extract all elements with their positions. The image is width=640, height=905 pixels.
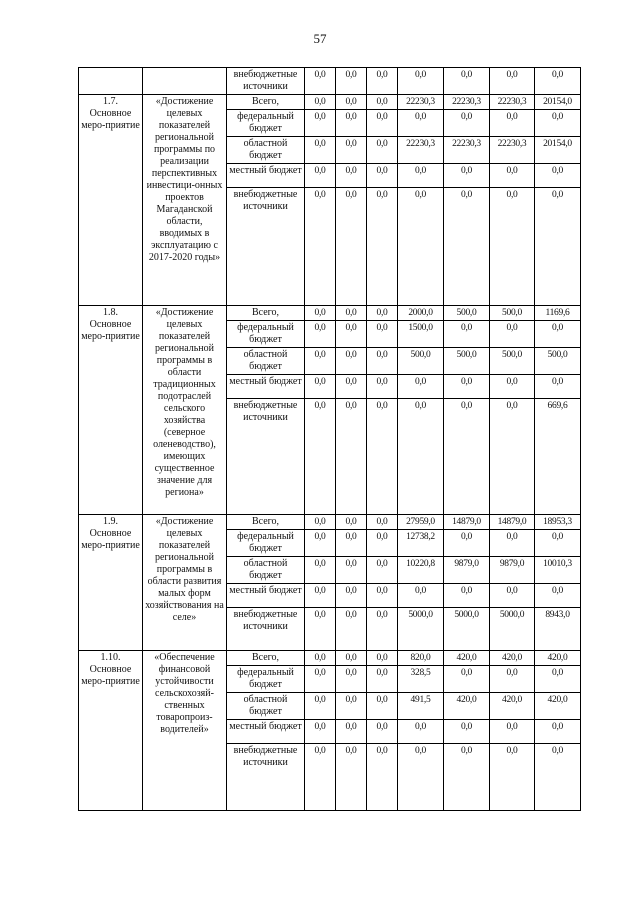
value-cell: 328,5 <box>398 666 444 693</box>
value-cell: 14879,0 <box>444 515 490 530</box>
value-cell: 0,0 <box>535 720 581 744</box>
source-cell: местный бюджет <box>227 720 305 744</box>
value-cell: 0,0 <box>336 557 367 584</box>
value-cell: 0,0 <box>444 666 490 693</box>
value-cell: 0,0 <box>336 137 367 164</box>
value-cell: 0,0 <box>444 399 490 515</box>
value-cell: 420,0 <box>490 693 535 720</box>
value-cell: 0,0 <box>490 530 535 557</box>
value-cell: 5000,0 <box>444 608 490 651</box>
table-row <box>79 306 581 321</box>
value-cell: 5000,0 <box>490 608 535 651</box>
value-cell: 0,0 <box>490 68 535 95</box>
value-cell: 0,0 <box>490 666 535 693</box>
description-cell-empty <box>143 68 227 95</box>
budget-table-body <box>79 68 581 811</box>
activity-code: 1.8. Основное меро-приятие <box>79 306 143 515</box>
value-cell: 22230,3 <box>490 95 535 110</box>
value-cell: 9879,0 <box>490 557 535 584</box>
source-cell: областной бюджет <box>227 348 305 375</box>
value-cell: 0,0 <box>367 68 398 95</box>
value-cell: 0,0 <box>336 530 367 557</box>
value-cell: 27959,0 <box>398 515 444 530</box>
value-cell: 0,0 <box>367 188 398 306</box>
value-cell: 420,0 <box>535 651 581 666</box>
value-cell: 0,0 <box>305 693 336 720</box>
value-cell: 0,0 <box>305 557 336 584</box>
value-cell: 0,0 <box>367 306 398 321</box>
source-cell: Всего, <box>227 306 305 321</box>
source-cell: областной бюджет <box>227 137 305 164</box>
value-cell: 420,0 <box>444 651 490 666</box>
value-cell: 0,0 <box>305 137 336 164</box>
value-cell: 0,0 <box>336 608 367 651</box>
value-cell: 0,0 <box>367 348 398 375</box>
value-cell: 0,0 <box>535 666 581 693</box>
value-cell: 1169,6 <box>535 306 581 321</box>
value-cell: 0,0 <box>398 110 444 137</box>
value-cell: 500,0 <box>444 306 490 321</box>
value-cell: 0,0 <box>367 693 398 720</box>
value-cell: 0,0 <box>336 744 367 811</box>
value-cell: 0,0 <box>490 188 535 306</box>
value-cell: 0,0 <box>367 95 398 110</box>
value-cell: 0,0 <box>398 68 444 95</box>
table-row <box>79 95 581 110</box>
value-cell: 0,0 <box>336 306 367 321</box>
value-cell: 0,0 <box>336 321 367 348</box>
source-cell: Всего, <box>227 651 305 666</box>
value-cell: 0,0 <box>535 188 581 306</box>
value-cell: 0,0 <box>336 399 367 515</box>
value-cell: 0,0 <box>305 306 336 321</box>
value-cell: 0,0 <box>444 110 490 137</box>
value-cell: 0,0 <box>367 608 398 651</box>
value-cell: 0,0 <box>305 651 336 666</box>
source-cell: федеральный бюджет <box>227 321 305 348</box>
source-cell: Всего, <box>227 515 305 530</box>
source-cell: федеральный бюджет <box>227 110 305 137</box>
source-cell: внебюджетные источники <box>227 188 305 306</box>
source-cell: областной бюджет <box>227 557 305 584</box>
value-cell: 0,0 <box>367 375 398 399</box>
source-cell: внебюджетные источники <box>227 744 305 811</box>
value-cell: 0,0 <box>305 584 336 608</box>
value-cell: 820,0 <box>398 651 444 666</box>
value-cell: 0,0 <box>305 188 336 306</box>
value-cell: 0,0 <box>444 720 490 744</box>
value-cell: 0,0 <box>444 68 490 95</box>
value-cell: 0,0 <box>535 321 581 348</box>
value-cell: 0,0 <box>444 164 490 188</box>
source-cell: внебюджетные источники <box>227 68 305 95</box>
activity-description: «Достижение целевых показателей региональной программы в области развития малых форм хозяйствования на селе» <box>143 515 227 651</box>
value-cell: 5000,0 <box>398 608 444 651</box>
value-cell: 22230,3 <box>444 137 490 164</box>
value-cell: 0,0 <box>305 515 336 530</box>
value-cell: 500,0 <box>398 348 444 375</box>
value-cell: 0,0 <box>490 321 535 348</box>
source-cell: областной бюджет <box>227 693 305 720</box>
value-cell: 0,0 <box>367 584 398 608</box>
value-cell: 0,0 <box>305 110 336 137</box>
value-cell: 2000,0 <box>398 306 444 321</box>
source-cell: местный бюджет <box>227 584 305 608</box>
value-cell: 500,0 <box>535 348 581 375</box>
value-cell: 0,0 <box>367 666 398 693</box>
value-cell: 0,0 <box>535 530 581 557</box>
value-cell: 420,0 <box>444 693 490 720</box>
activity-code: 1.9. Основное меро-приятие <box>79 515 143 651</box>
value-cell: 20154,0 <box>535 137 581 164</box>
value-cell: 20154,0 <box>535 95 581 110</box>
value-cell: 10010,3 <box>535 557 581 584</box>
value-cell: 0,0 <box>444 375 490 399</box>
value-cell: 0,0 <box>367 110 398 137</box>
value-cell: 0,0 <box>305 399 336 515</box>
value-cell: 0,0 <box>444 321 490 348</box>
value-cell: 0,0 <box>367 557 398 584</box>
value-cell: 0,0 <box>305 68 336 95</box>
value-cell: 0,0 <box>336 720 367 744</box>
value-cell: 420,0 <box>535 693 581 720</box>
value-cell: 0,0 <box>398 720 444 744</box>
activity-code: 1.10. Основное меро-приятие <box>79 651 143 811</box>
source-cell: Всего, <box>227 95 305 110</box>
table-row <box>79 515 581 530</box>
value-cell: 0,0 <box>444 744 490 811</box>
activity-description: «Обеспечение финансовой устойчивости сельскохозяй-ственных товаропроиз-водителей» <box>143 651 227 811</box>
value-cell: 0,0 <box>490 164 535 188</box>
value-cell: 0,0 <box>398 584 444 608</box>
value-cell: 0,0 <box>336 515 367 530</box>
value-cell: 0,0 <box>336 375 367 399</box>
value-cell: 22230,3 <box>398 95 444 110</box>
value-cell: 0,0 <box>490 399 535 515</box>
value-cell: 9879,0 <box>444 557 490 584</box>
value-cell: 0,0 <box>398 164 444 188</box>
value-cell: 0,0 <box>336 584 367 608</box>
value-cell: 1500,0 <box>398 321 444 348</box>
value-cell: 500,0 <box>490 306 535 321</box>
value-cell: 500,0 <box>444 348 490 375</box>
value-cell: 0,0 <box>535 584 581 608</box>
value-cell: 0,0 <box>535 164 581 188</box>
value-cell: 10220,8 <box>398 557 444 584</box>
value-cell: 0,0 <box>305 720 336 744</box>
budget-table <box>78 67 581 811</box>
value-cell: 0,0 <box>535 110 581 137</box>
page-number: 57 <box>313 31 327 46</box>
value-cell: 0,0 <box>305 95 336 110</box>
value-cell: 420,0 <box>490 651 535 666</box>
value-cell: 0,0 <box>398 399 444 515</box>
value-cell: 0,0 <box>398 375 444 399</box>
value-cell: 500,0 <box>490 348 535 375</box>
value-cell: 0,0 <box>305 375 336 399</box>
value-cell: 22230,3 <box>490 137 535 164</box>
value-cell: 0,0 <box>336 188 367 306</box>
value-cell: 0,0 <box>398 188 444 306</box>
value-cell: 0,0 <box>305 164 336 188</box>
value-cell: 0,0 <box>367 744 398 811</box>
value-cell: 0,0 <box>535 375 581 399</box>
value-cell: 669,6 <box>535 399 581 515</box>
value-cell: 12738,2 <box>398 530 444 557</box>
source-cell: внебюджетные источники <box>227 399 305 515</box>
value-cell: 0,0 <box>336 95 367 110</box>
value-cell: 0,0 <box>305 666 336 693</box>
value-cell: 0,0 <box>305 321 336 348</box>
value-cell: 0,0 <box>367 321 398 348</box>
value-cell: 0,0 <box>305 348 336 375</box>
value-cell: 0,0 <box>367 515 398 530</box>
value-cell: 0,0 <box>336 164 367 188</box>
value-cell: 0,0 <box>367 651 398 666</box>
value-cell: 0,0 <box>367 720 398 744</box>
table-row <box>79 651 581 666</box>
value-cell: 0,0 <box>490 720 535 744</box>
value-cell: 0,0 <box>398 744 444 811</box>
value-cell: 18953,3 <box>535 515 581 530</box>
value-cell: 22230,3 <box>398 137 444 164</box>
value-cell: 0,0 <box>444 188 490 306</box>
activity-code: 1.7. Основное меро-приятие <box>79 95 143 306</box>
value-cell: 0,0 <box>490 584 535 608</box>
value-cell: 0,0 <box>336 68 367 95</box>
source-cell: внебюджетные источники <box>227 608 305 651</box>
value-cell: 0,0 <box>305 530 336 557</box>
value-cell: 22230,3 <box>444 95 490 110</box>
value-cell: 0,0 <box>336 693 367 720</box>
activity-description: «Достижение целевых показателей региональной программы по реализации перспективных инвестици-онных проектов Магаданской области, вводимых в эксплуатацию с 2017-2020 годы» <box>143 95 227 306</box>
value-cell: 0,0 <box>367 137 398 164</box>
table-row <box>79 68 581 95</box>
value-cell: 8943,0 <box>535 608 581 651</box>
value-cell: 0,0 <box>535 68 581 95</box>
value-cell: 0,0 <box>367 164 398 188</box>
value-cell: 0,0 <box>336 348 367 375</box>
source-cell: федеральный бюджет <box>227 530 305 557</box>
value-cell: 0,0 <box>305 744 336 811</box>
value-cell: 0,0 <box>367 530 398 557</box>
value-cell: 491,5 <box>398 693 444 720</box>
source-cell: федеральный бюджет <box>227 666 305 693</box>
value-cell: 0,0 <box>535 744 581 811</box>
value-cell: 0,0 <box>367 399 398 515</box>
code-cell-empty <box>79 68 143 95</box>
value-cell: 0,0 <box>336 666 367 693</box>
value-cell: 0,0 <box>305 608 336 651</box>
source-cell: местный бюджет <box>227 375 305 399</box>
value-cell: 0,0 <box>336 110 367 137</box>
value-cell: 0,0 <box>336 651 367 666</box>
value-cell: 14879,0 <box>490 515 535 530</box>
value-cell: 0,0 <box>490 110 535 137</box>
value-cell: 0,0 <box>444 584 490 608</box>
activity-description: «Достижение целевых показателей региональной программы в области традиционных подотраслей сельского хозяйства (северное оленеводство), имеющих существенное значение для региона» <box>143 306 227 515</box>
value-cell: 0,0 <box>490 744 535 811</box>
value-cell: 0,0 <box>444 530 490 557</box>
source-cell: местный бюджет <box>227 164 305 188</box>
value-cell: 0,0 <box>490 375 535 399</box>
